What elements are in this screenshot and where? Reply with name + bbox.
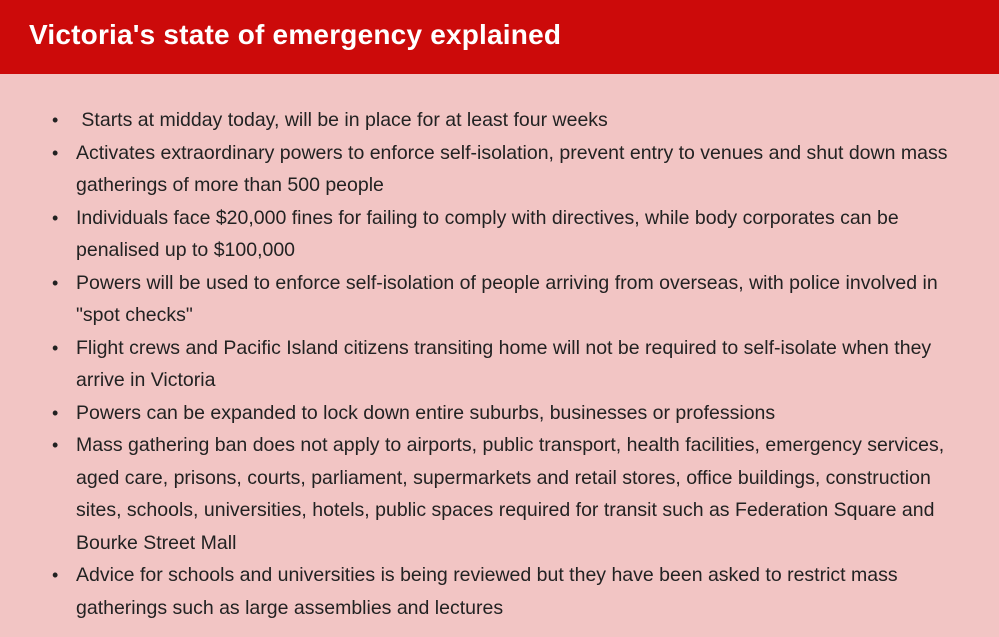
list-item: • Activates extraordinary powers to enforce self-isolation, prevent entry to venues and shut down mass gatherings of more than 500 people	[76, 137, 979, 202]
list-item: • Powers will be used to enforce self-isolation of people arriving from overseas, with police involved in "spot checks"	[76, 267, 979, 332]
list-item: • Advice for schools and universities is being reviewed but they have been asked to restrict mass gatherings such as large assemblies and lectures	[76, 559, 979, 624]
list-item: • Mass gathering ban does not apply to airports, public transport, health facilities, emergency services, aged care, prisons, courts, parliament, supermarkets and retail stores, office buildings, construction sites, schools, universities, hotels, public spaces required for transit such as Federation Square and Bourke Street Mall	[76, 429, 979, 559]
list-item: • Individuals face $20,000 fines for failing to comply with directives, while body corporates can be penalised up to $100,000	[76, 202, 979, 267]
list-item: • Flight crews and Pacific Island citizens transiting home will not be required to self-isolate when they arrive in Victoria	[76, 332, 979, 397]
list-item: • Powers can be expanded to lock down entire suburbs, businesses or professions	[76, 397, 979, 430]
header-bar	[0, 0, 999, 74]
bullet-list	[0, 74, 999, 624]
page-title: Victoria's state of emergency explained	[29, 19, 562, 50]
list-item: • Starts at midday today, will be in place for at least four weeks	[76, 104, 979, 137]
